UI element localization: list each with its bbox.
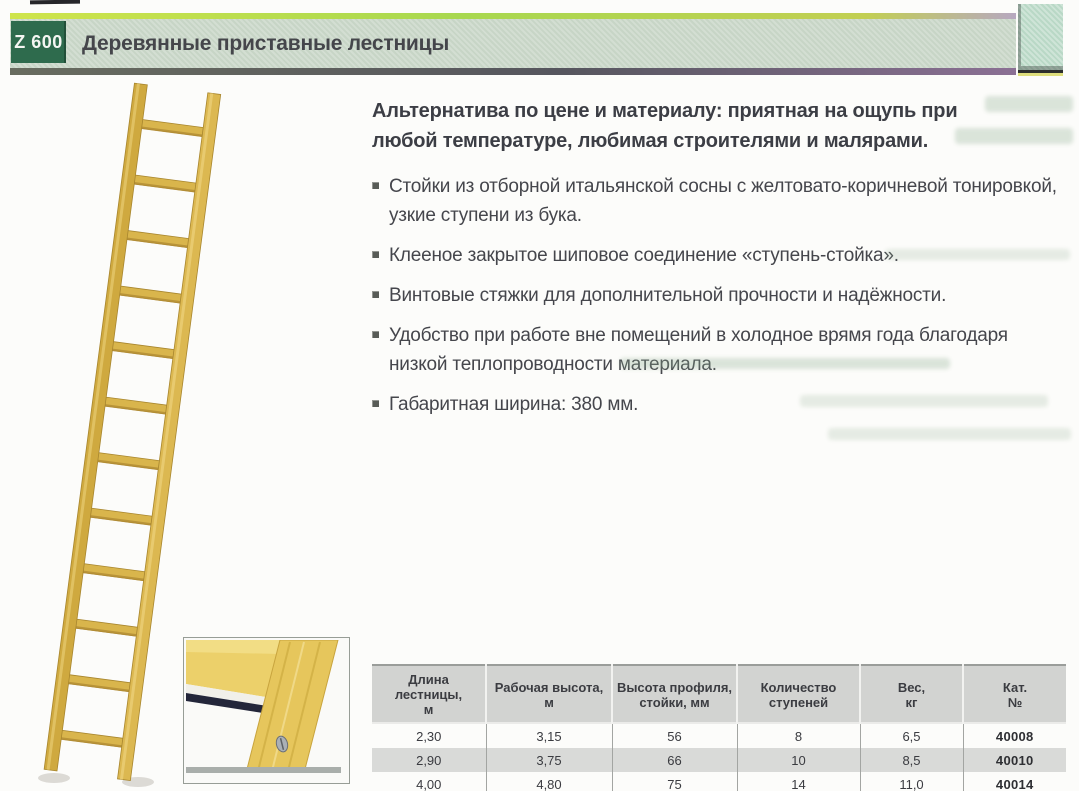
table-cell-cat-no: 40010 [963, 748, 1066, 772]
table-row [372, 723, 1066, 748]
table-cell: 66 [612, 748, 737, 772]
table-cell: 6,5 [860, 723, 963, 748]
feature-list [372, 172, 1060, 430]
table-cell: 10 [737, 748, 860, 772]
bullet-square-icon [372, 331, 379, 338]
table-row [372, 772, 1066, 791]
feature-text: Винтовые стяжки для дополнительной прочности и надёжности. [389, 285, 947, 306]
feature-text: Удобство при работе вне помещений в холодное врямя года благодаря низкой теплопроводности материала. [389, 325, 1008, 375]
scan-artifact [30, 0, 80, 4]
scan-bleed-artifact [885, 249, 1070, 260]
table-cell-cat-no: 40014 [963, 772, 1066, 791]
table-cell-cat-no: 40008 [963, 723, 1066, 748]
ladder-foot-shadow [38, 773, 70, 783]
spec-table [372, 664, 1066, 791]
feature-text: Клееное закрытое шиповое соединение «ступень-стойка». [389, 245, 899, 266]
table-cell: 2,90 [372, 748, 486, 772]
table-header-row [372, 665, 1066, 723]
scan-bleed-artifact [800, 395, 1048, 407]
col-header-working-height: Рабочая высота, м [486, 665, 612, 723]
table-cell: 56 [612, 723, 737, 748]
feature-item [372, 172, 1060, 230]
col-header-weight: Вес, кг [860, 665, 963, 723]
scan-page-corner [1018, 4, 1063, 73]
feature-item [372, 281, 1060, 310]
bullet-square-icon [372, 400, 379, 407]
bullet-square-icon [372, 251, 379, 258]
table-cell: 75 [612, 772, 737, 791]
table-cell: 8,5 [860, 748, 963, 772]
table-cell: 4,00 [416, 776, 442, 791]
table-cell: 11,0 [860, 772, 963, 791]
scan-bleed-artifact [955, 128, 1073, 144]
scan-bleed-artifact [828, 428, 1071, 440]
col-header-length: Длина лестницы, м [372, 665, 486, 723]
feature-text: Стойки из отборной итальянской сосны с желтовато-коричневой тонировкой, узкие ступени из бука. [389, 176, 1057, 226]
intro-text: Альтернатива по цене и материалу: приятная на ощупь при любой температуре, любимая строителями и малярами. [372, 100, 958, 152]
table-cell: 3,15 [486, 723, 612, 748]
scan-bleed-artifact [620, 358, 950, 369]
table-cell: 2,30 [416, 728, 442, 744]
header-bottom-rule [10, 68, 1016, 75]
col-header-cat-no: Кат. № [963, 665, 1066, 723]
feature-item [372, 321, 1060, 379]
table-cell: 4,80 [486, 772, 612, 791]
table-row [372, 748, 1066, 772]
scan-bleed-artifact [985, 96, 1073, 112]
bullet-square-icon [372, 182, 379, 189]
col-header-steps: Количество ступеней [737, 665, 860, 723]
detail-photo [183, 637, 350, 784]
table-cell: 8 [737, 723, 860, 748]
bullet-square-icon [372, 291, 379, 298]
table-cell: 3,75 [486, 748, 612, 772]
page-title: Деревянные приставные лестницы [82, 31, 450, 55]
product-code-badge: Z 600 [11, 21, 66, 63]
feature-text: Габаритная ширина: 380 мм. [389, 394, 639, 415]
table-cell: 14 [737, 772, 860, 791]
col-header-profile-height: Высота профиля, стойки, мм [612, 665, 737, 723]
